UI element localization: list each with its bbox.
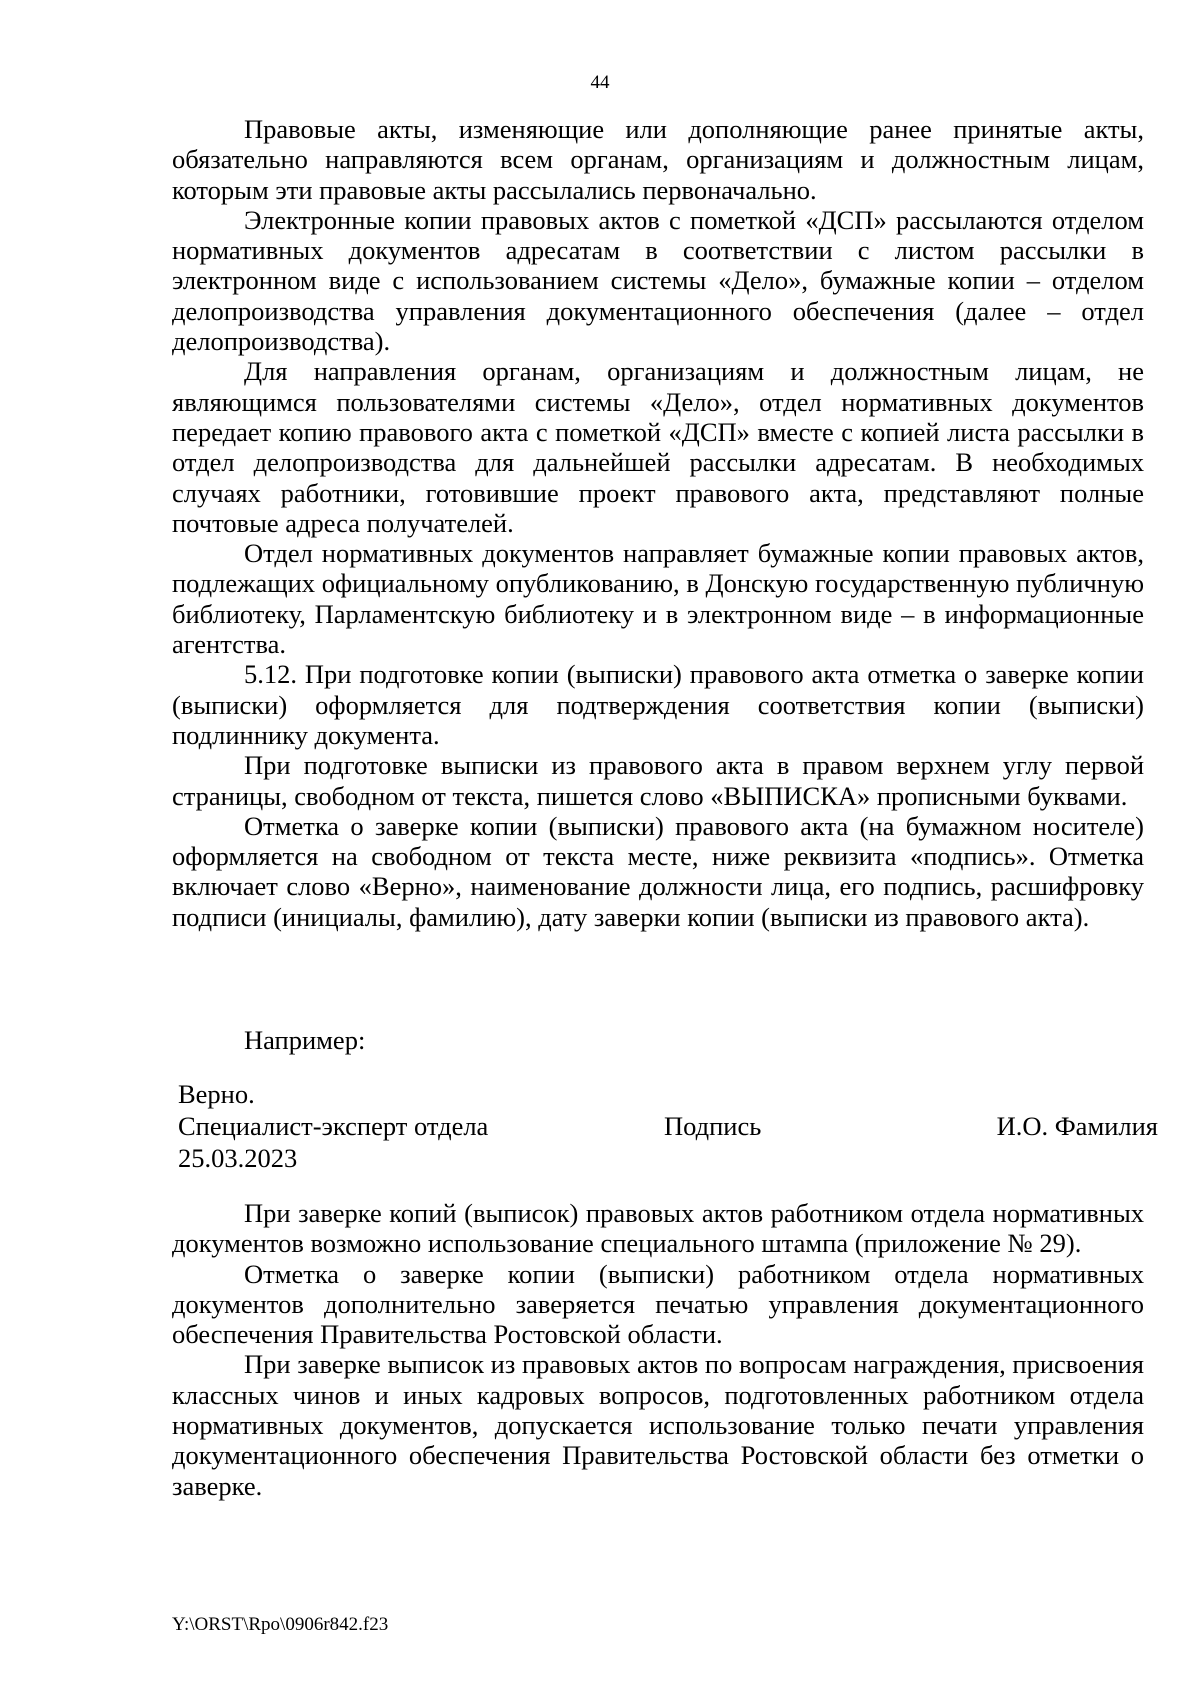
document-body-continued [172,1198,1144,1501]
paragraph: При подготовке выписки из правового акта в правом верхнем углу первой страницы, свободном от текста, пишется слово «ВЫПИСКА» прописными буквами. [172,750,1144,811]
cert-verno-row [178,1078,1158,1110]
cert-date: 25.03.2023 [178,1143,298,1173]
document-body [172,114,1144,932]
footer-file-path: Y:\ORST\Rpo\0906r842.f23 [172,1614,389,1635]
paragraph: Отметка о заверке копии (выписки) правового акта (на бумажном носителе) оформляется на свободном от текста месте, ниже реквизита «подпись». Отметка включает слово «Верно», наименование должности лица, его подпись, расшифровку подписи (инициалы, фамилию), дату заверки копии (выписки из правового акта). [172,810,1144,932]
cert-verno: Верно. [178,1079,255,1109]
cert-date-row [178,1142,1158,1174]
paragraph: При заверке выписок из правовых актов по вопросам награждения, присвоения классных чинов и иных кадровых вопросов, подготовленных работником отдела нормативных документов, допускается использование только печати управления документационного обеспечения Правительства Ростовской области без отметки о заверке. [172,1349,1144,1501]
cert-position-row [178,1110,1158,1142]
paragraph: Для направления органам, организациям и должностным лицам, не являющимся пользователями системы «Дело», отдел нормативных документов передает копию правового акта с пометкой «ДСП» вместе с копией листа рассылки в отдел делопроизводства для дальнейшей рассылки адресатам. В необходимых случаях работники, готовившие проект правового акта, представляют полные почтовые адреса получателей. [172,356,1144,538]
paragraph: Отдел нормативных документов направляет бумажные копии правовых актов, подлежащих официальному опубликованию, в Донскую государственную публичную библиотеку, Парламентскую библиотеку и в электронном виде – в информационные агентства. [172,538,1144,660]
certification-example [178,1078,1158,1174]
paragraph: Правовые акты, изменяющие или дополняющие ранее принятые акты, обязательно направляются всем органам, организациям и должностным лицам, которым эти правовые акты рассылались первоначально. [172,114,1144,205]
cert-name: И.О. Фамилия [996,1111,1158,1141]
paragraph: Отметка о заверке копии (выписки) работником отдела нормативных документов дополнительно заверяется печатью управления документационного обеспечения Правительства Ростовской области. [172,1258,1144,1350]
cert-signature: Подпись [664,1111,762,1141]
paragraph: Электронные копии правовых актов с пометкой «ДСП» рассылаются отделом нормативных документов адресатам в соответствии с листом рассылки в электронном виде с использованием системы «Дело», бумажные копии – отделом делопроизводства управления документационного обеспечения (далее – отдел делопроизводства). [172,204,1144,357]
cert-position: Специалист-эксперт отдела [178,1111,489,1141]
paragraph: 5.12. При подготовке копии (выписки) правового акта отметка о заверке копии (выписки) оформляется для подтверждения соответствия копии (выписки) подлиннику документа. [172,659,1144,750]
paragraph: При заверке копий (выписок) правовых актов работником отдела нормативных документов возможно использование специального штампа (приложение № 29). [172,1198,1144,1259]
page-number: 44 [590,72,610,93]
example-label: Например: [244,1025,366,1055]
